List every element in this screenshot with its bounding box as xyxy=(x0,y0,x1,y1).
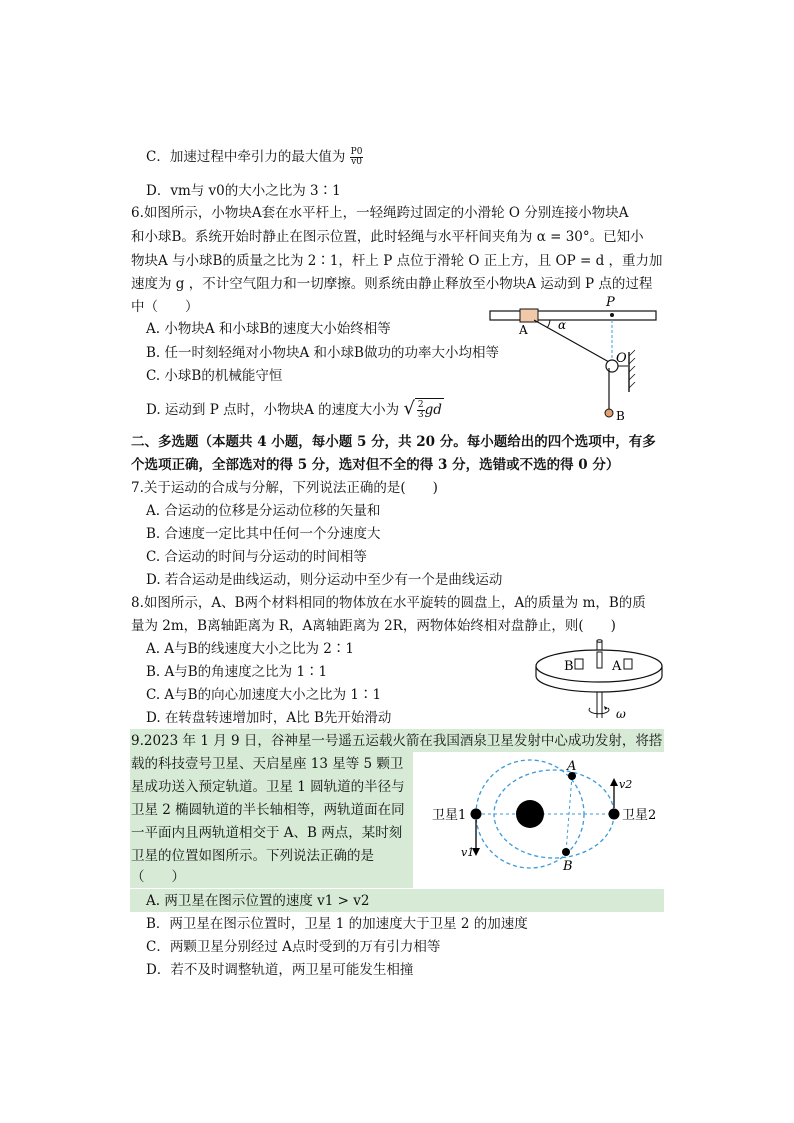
q9-figure xyxy=(415,752,663,888)
q6-stem-line-1: 6.如图所示，小物块A套在水平杆上，一轻绳跨过固定的小滑轮 O 分别连接小物块A xyxy=(131,205,629,221)
label-omega: ω xyxy=(616,707,626,721)
q5-option-c-fraction xyxy=(350,148,364,167)
q9-stem-line-7: （ ） xyxy=(131,869,185,885)
q9-stem-line-4: 卫星 2 椭圆轨道的半长轴相等，两轨道面在同 xyxy=(131,802,405,818)
section-2-header-line-1: 二、多选题（本题共 4 小题，每小题 5 分，共 20 分。每小题给出的四个选项中，有多 xyxy=(131,434,656,450)
fraction-numerator: P0 xyxy=(350,147,363,157)
q6-option-c: C. 小球B的机械能守恒 xyxy=(146,368,283,384)
label-a: A xyxy=(519,323,528,337)
wall-hatch xyxy=(629,350,635,388)
block-a xyxy=(624,659,632,669)
q9-option-d: D．若不及时调整轨道，两卫星可能发生相撞 xyxy=(146,962,414,978)
q8-option-b: B. A与B的角速度之比为 1∶1 xyxy=(146,664,328,680)
ball-b xyxy=(605,409,613,417)
label-o: O xyxy=(616,351,627,366)
q6-figure xyxy=(488,292,660,422)
label-satellite-2: 卫星2 xyxy=(622,808,657,823)
point-p xyxy=(610,313,614,317)
angle-arc xyxy=(547,320,550,328)
q9-stem-line-5: 一平面内且两轨道相交于 A、B 两点，某时刻 xyxy=(131,825,403,841)
q7-option-c: C. 合运动的时间与分运动的时间相等 xyxy=(146,549,367,565)
label-v1: v1 xyxy=(461,846,475,859)
q9-stem-line-6: 卫星的位置如图所示。下列说法正确的是 xyxy=(131,848,374,864)
q8-stem-line-2: 量为 2m，B离轴距离为 R，A离轴距离为 2R，两物体始终相对盘静止，则( ) xyxy=(131,618,616,634)
q8-figure xyxy=(532,638,668,724)
section-2-header-line-2: 个选项正确，全部选对的得 5 分，选对但不全的得 3 分，选错或不选的得 0 分） xyxy=(131,457,620,473)
q6-stem-line-4: 速度为 g ，不计空气阻力和一切摩擦。则系统由静止释放至小物块A 运动到 P 点的过程 xyxy=(131,276,653,292)
q6-option-b: B. 任一时刻轻绳对小物块A 和小球B做功的功率大小均相等 xyxy=(146,345,499,361)
rotation-arrowhead xyxy=(604,706,608,710)
label-point-b: B xyxy=(563,859,573,874)
q6-option-d-fraction xyxy=(417,401,425,420)
q9-option-c: C．两颗卫星分别经过 A点时受到的万有引力相等 xyxy=(146,939,441,955)
q8-option-c: C. A与B的向心加速度大小之比为 1∶1 xyxy=(146,687,382,703)
fraction-numerator: 2 xyxy=(417,400,424,410)
q8-stem-line-1: 8.如图所示，A、B两个材料相同的物体放在水平旋转的圆盘上，A的质量为 m，B的质 xyxy=(131,595,646,611)
rope-segment xyxy=(534,320,609,362)
q6-option-a: A. 小物块A 和小球B的速度大小始终相等 xyxy=(146,321,391,337)
q7-option-d: D. 若合运动是曲线运动，则分运动中至少有一个是曲线运动 xyxy=(146,572,503,588)
q6-option-d-text: D. 运动到 P 点时，小物块A 的速度大小为 xyxy=(146,402,400,418)
label-v2: v2 xyxy=(619,778,633,791)
axis-cap xyxy=(597,640,602,642)
q5-option-c xyxy=(146,146,363,168)
label-a: A xyxy=(612,659,622,674)
velocity-v2-arrowhead xyxy=(610,778,618,786)
fraction-denominator: v0 xyxy=(351,157,362,167)
label-alpha: α xyxy=(558,318,567,332)
q6-option-d xyxy=(146,398,444,421)
sqrt-sign: √ xyxy=(403,398,415,419)
q9-stem-line-2: 载的科技壹号卫星、天启星座 13 星等 5 颗卫 xyxy=(131,756,404,772)
q9-option-a: A. 两卫星在图示位置的速度 v1 > v2 xyxy=(146,893,370,909)
fraction-denominator: 3 xyxy=(417,410,424,420)
label-p: P xyxy=(606,295,615,310)
q9-option-b: B．两卫星在图示位置时，卫星 1 的加速度大于卫星 2 的加速度 xyxy=(146,916,528,932)
q9-stem-line-1: 9.2023 年 1 月 9 日，谷神星一号遥五运载火箭在我国酒泉卫星发射中心成功发射，将搭 xyxy=(131,733,663,749)
axis-on-disk xyxy=(597,652,602,668)
intersection-b xyxy=(562,848,570,856)
label-b: B xyxy=(616,409,625,422)
satellite-2 xyxy=(609,809,620,820)
q6-stem-line-5: 中（ ） xyxy=(131,299,199,315)
q8-option-d: D. 在转盘转速增加时，A比 B先开始滑动 xyxy=(146,710,392,726)
q7-option-b: B. 合速度一定比其中任何一个分速度大 xyxy=(146,526,381,542)
label-satellite-1: 卫星1 xyxy=(432,808,467,823)
q5-option-d: D．vm与 v0的大小之比为 3∶1 xyxy=(146,183,341,199)
label-b: B xyxy=(564,659,574,674)
q6-stem-line-2: 和小球B。系统开始时静止在图示位置，此时轻绳与水平杆间夹角为 α = 30°。已知小 xyxy=(131,229,644,245)
q5-option-c-text: C．加速过程中牵引力的最大值为 xyxy=(146,149,346,165)
q6-option-d-suffix: gd xyxy=(424,402,442,418)
q7-option-a: A. 合运动的位移是分运动位移的矢量和 xyxy=(146,503,381,519)
horizontal-rod xyxy=(490,311,656,320)
q8-option-a: A. A与B的线速度大小之比为 2∶1 xyxy=(146,641,354,657)
label-point-a: A xyxy=(567,759,577,774)
q9-stem-line-3: 星成功送入预定轨道。卫星 1 圆轨道的半径与 xyxy=(131,779,405,795)
central-body xyxy=(516,800,544,828)
q6-stem-line-3: 物块A 与小球B的质量之比为 2∶1，杆上 P 点位于滑轮 O 正上方，且 OP = d ，重力加 xyxy=(131,253,663,269)
satellite-1 xyxy=(471,809,482,820)
q7-stem: 7.关于运动的合成与分解，下列说法正确的是( ) xyxy=(131,480,438,496)
block-b xyxy=(575,659,583,669)
